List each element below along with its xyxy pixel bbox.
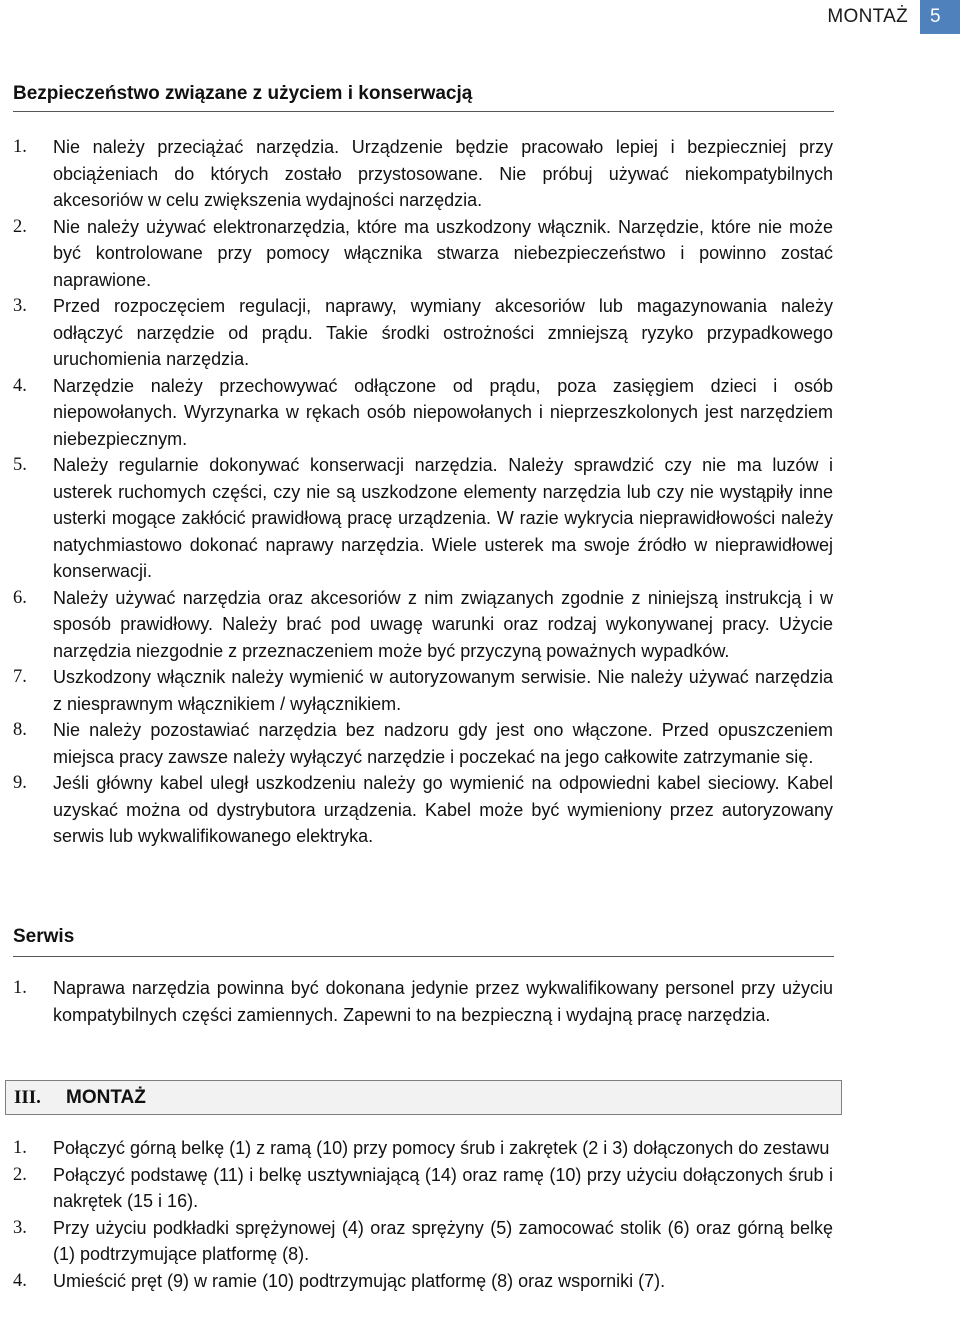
list-item: [13, 975, 833, 1028]
list-item: [13, 214, 833, 294]
list-item-number: 2.: [13, 1164, 27, 1185]
list-item-text: Należy używać narzędzia oraz akcesoriów z nim związanych zgodnie z niniejszą instrukcją i w sposób prawidłowy. Należy brać pod uwagę warunki oraz rodzaj wykonywanej pracy. Użycie narzędzia niezgodnie z przeznaczeniem może być przyczyną poważnych wypadków.: [53, 587, 833, 661]
list-item-number: 4.: [13, 1270, 27, 1291]
list-item: [13, 1162, 833, 1215]
list-item-text: Przy użyciu podkładki sprężynowej (4) oraz sprężyny (5) zamocować stolik (6) oraz górną belkę (1) podtrzymujące platformę (8).: [53, 1217, 833, 1264]
list-item-number: 6.: [13, 587, 27, 608]
list-item-number: 5.: [13, 455, 27, 475]
assembly-heading: MONTAŻ: [66, 1086, 146, 1108]
page-number: 5: [920, 0, 960, 34]
list-item-text: Nie należy używać elektronarzędzia, które ma uszkodzony włącznik. Narzędzie, które nie może być kontrolowane przy pomocy włącznika stwarza niebezpieczeństwo i powinno zostać naprawione.: [53, 216, 833, 290]
list-item-number: 1.: [13, 137, 27, 157]
list-item: [13, 717, 833, 770]
list-item: [13, 664, 833, 717]
list-item-number: 2.: [13, 216, 27, 237]
list-item: [13, 770, 833, 850]
section-divider: [13, 956, 834, 957]
list-item-text: Uszkodzony włącznik należy wymienić w autoryzowanym serwisie. Nie należy używać narzędzia z niesprawnym włącznikiem / wyłącznikiem.: [53, 667, 833, 714]
service-list: [13, 975, 833, 1028]
safety-list: [13, 134, 833, 850]
list-item-text: Nie należy pozostawiać narzędzia bez nadzoru gdy jest ono włączone. Przed opuszczeniem miejsca pracy zawsze należy wyłączyć narzędzie i poczekać na jego całkowite zatrzymanie się.: [53, 720, 833, 767]
list-item-text: Jeśli główny kabel uległ uszkodzeniu należy go wymienić na odpowiedni kabel sieciowy. Kabel uzyskać można od dystrybutora urządzenia. Kabel może być wymieniony przez autoryzowany serwis lub wykwalifikowanego elektryka.: [53, 773, 833, 846]
list-item: [13, 373, 833, 453]
list-item-number: 3.: [13, 296, 27, 316]
list-item-text: Umieścić pręt (9) w ramie (10) podtrzymując platformę (8) oraz wsporniki (7).: [53, 1270, 666, 1291]
section-divider: [13, 111, 834, 112]
list-item: [13, 134, 833, 214]
list-item: [13, 585, 833, 665]
list-item: [13, 1135, 833, 1162]
list-item-number: 8.: [13, 720, 27, 740]
list-item: [13, 293, 833, 373]
list-item-text: Należy regularnie dokonywać konserwacji narzędzia. Należy sprawdzić czy nie ma luzów i usterek ruchomych części, czy nie są uszkodzone elementy narzędzia lub czy nie wystąpiły inne usterki mogące zakłócić prawidłową pracę urządzenia. W razie wykrycia nieprawidłowości należy natychmiastowo dokonać naprawy narzędzia. Wiele usterek ma swoje źródło w nieprawidłowej konserwacji.: [53, 455, 833, 581]
list-item-text: Przed rozpoczęciem regulacji, naprawy, wymiany akcesoriów lub magazynowania należy odłączyć narzędzie od prądu. Takie środki ostrożności zmniejszą ryzyko przypadkowego uruchomienia narzędzia.: [53, 296, 833, 369]
list-item-number: 4.: [13, 375, 27, 396]
list-item: [13, 452, 833, 585]
list-item-number: 9.: [13, 773, 27, 793]
list-item-text: Połączyć podstawę (11) i belkę usztywniającą (14) oraz ramę (10) przy użyciu dołączonych śrub i nakrętek (15 i 16).: [53, 1164, 833, 1211]
chapter-number: III.: [14, 1086, 41, 1108]
list-item-number: 7.: [13, 667, 27, 687]
list-item-text: Naprawa narzędzia powinna być dokonana jedynie przez wykwalifikowany personel przy użyciu kompatybilnych części zamiennych. Zapewni to na bezpieczną i wydajną pracę narzędzia.: [53, 978, 833, 1025]
page-header: [827, 0, 960, 34]
list-item: [13, 1215, 833, 1268]
header-title: MONTAŻ: [827, 6, 908, 27]
assembly-list: [13, 1135, 833, 1294]
safety-heading: Bezpieczeństwo związane z użyciem i konserwacją: [13, 83, 473, 104]
list-item: [13, 1268, 833, 1295]
list-item-text: Połączyć górną belkę (1) z ramą (10) przy pomocy śrub i zakrętek (2 i 3) dołączonych do zestawu: [53, 1138, 830, 1158]
list-item-number: 1.: [13, 978, 27, 998]
assembly-heading-box: [5, 1080, 842, 1115]
list-item-number: 1.: [13, 1138, 27, 1158]
list-item-text: Nie należy przeciążać narzędzia. Urządzenie będzie pracowało lepiej i bezpieczniej przy obciążeniach do których zostało przystosowane. Nie próbuj używać niekompatybilnych akcesoriów w celu zwiększenia wydajności narzędzia.: [53, 137, 833, 210]
list-item-text: Narzędzie należy przechowywać odłączone od prądu, poza zasięgiem dzieci i osób niepowołanych. Wyrzynarka w rękach osób niepowołanych i nieprzeszkolonych jest narzędziem niebezpiecznym.: [53, 375, 833, 449]
list-item-number: 3.: [13, 1217, 27, 1238]
service-heading: Serwis: [13, 926, 75, 947]
